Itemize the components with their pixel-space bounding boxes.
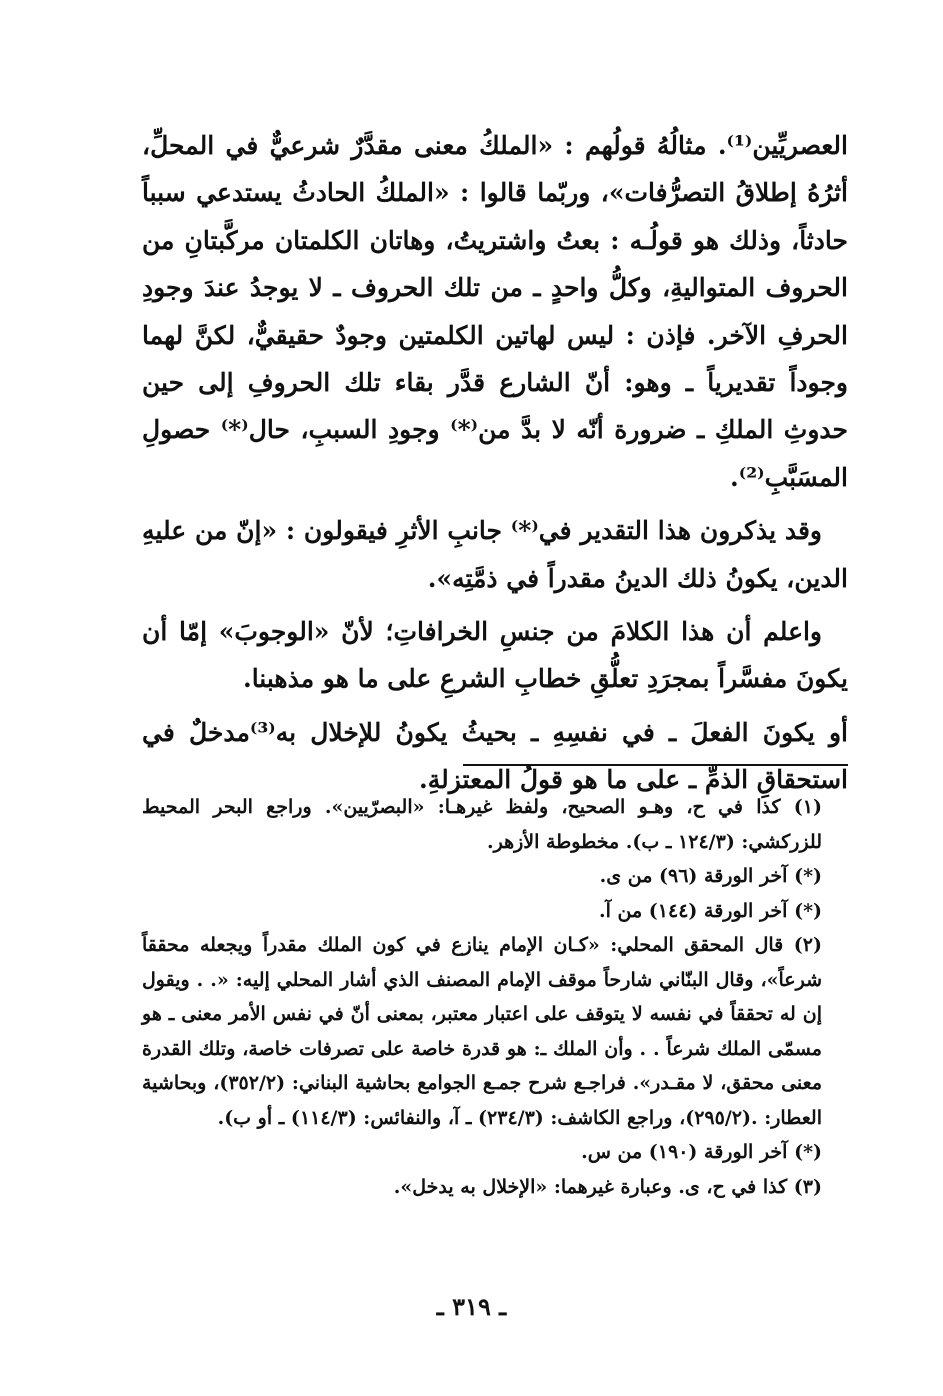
footnote-separator xyxy=(463,764,848,766)
paragraph-2: وقد يذكرون هذا التقدير في⁽*⁾ جانبِ الأثرِ فيقولون : «إنّ من عليهِ الدين، يكونُ ذلك الدينُ مقدراً في ذمَّتِه». xyxy=(142,516,848,593)
paragraph-1: العصريِّين⁽¹⁾. مثالُهُ قولُهم : «الملكُ معنى مقدَّرٌ شرعيٌّ في المحلِّ، أثرُهُ إطلاقُ التصرُّفات»، وربّما قالوا : «الملكُ الحادثُ يستدعي سبباً حادثاً، وذلك هو قولُـه : بعتُ واشتريتُ، وهاتان الكلمتان مركَّبتانِ من الحروف المتواليةِ، وكلُّ واحدٍ ـ من تلك الحروف ـ لا يوجدُ عندَ وجودِ الحرفِ الآخر. فإذن : ليس لهاتين الكلمتين وجودٌ حقيقيٌّ، لكنَّ لهما وجوداً تقديرياً ـ وهو: أنّ الشارع قدَّر بقاء تلك الحروفِ إلى حين حدوثِ الملكِ ـ ضرورة أنّه لا بدَّ من⁽*⁾ وجودِ السببِ، حال⁽*⁾ حصولِ المسَبَّبِ⁽²⁾. xyxy=(142,131,848,492)
footnote-star-2: (*) آخر الورقة (١٤٤) من آ. xyxy=(599,899,822,922)
footnote-3: (٣) كذا في ح، ى. وعبارة غيرهما: «الإخلال به يدخل». xyxy=(393,1175,822,1198)
footnote-2: (٢) قال المحقق المحلي: «كـان الإمام ينازع في كون الملك مقدراً ويجعله محققاً شرعاً»، وقال البنّاني شارحاً موقف الإمام المصنف الذي أشار المحلي إليه: «. . ويقول إن له تحققاً في نفسه لا يتوقف على اعتبار معتبر، بمعنى أنّ في نفس الأمر معنى ـ هو مسمّى الملك شرعاً . . وأن الملك ـ: هو قدرة خاصة على تصرفات خاصة، وتلك القدرة معنى محقق، لا مقـدر». فراجـع شرح جمـع الجوامع بحاشية البناني: (٣٥٢/٢)، وبحاشية العطار: .(٢٩٥/٢)، وراجع الكاشف: (٢٣٤/٣) ـ آ، والنفائس: (١١٤/٣) ـ أو ب). xyxy=(142,934,822,1129)
footnote-1: (١) كذا في ح، وهـو الصحيح، ولفظ غيرهـا: «البصرّيين». وراجع البحر المحيط للزركشي: (١٢٤/٣ ـ ب). مخطوطة الأزهر. xyxy=(142,796,822,853)
paragraph-4: أو يكونَ الفعلَ ـ في نفسِهِ ـ بحيثُ يكونُ للإخلال به⁽³⁾مدخلٌ في استحقاقِ الذمِّ ـ على ما هو قولُ المعتزلةِ. xyxy=(142,717,849,795)
paragraph-3: واعلم أن هذا الكلامَ من جنسِ الخرافاتِ؛ لأنّ «الوجوبَ» إمّا أن يكونَ مفسَّراً بمجرَدِ تعلُّقِ خطابِ الشرعِ على ما هو مذهبنا. xyxy=(142,617,848,694)
main-text xyxy=(142,122,848,810)
footnote-star-3: (*) آخر الورقة (١٩٠) من س. xyxy=(581,1141,822,1163)
footnotes-section xyxy=(142,790,848,1204)
page-number: ـ ٣١٩ ـ xyxy=(436,1292,507,1321)
footnote-star-1: (*) آخر الورقة (٩٦) من ى. xyxy=(599,865,822,887)
